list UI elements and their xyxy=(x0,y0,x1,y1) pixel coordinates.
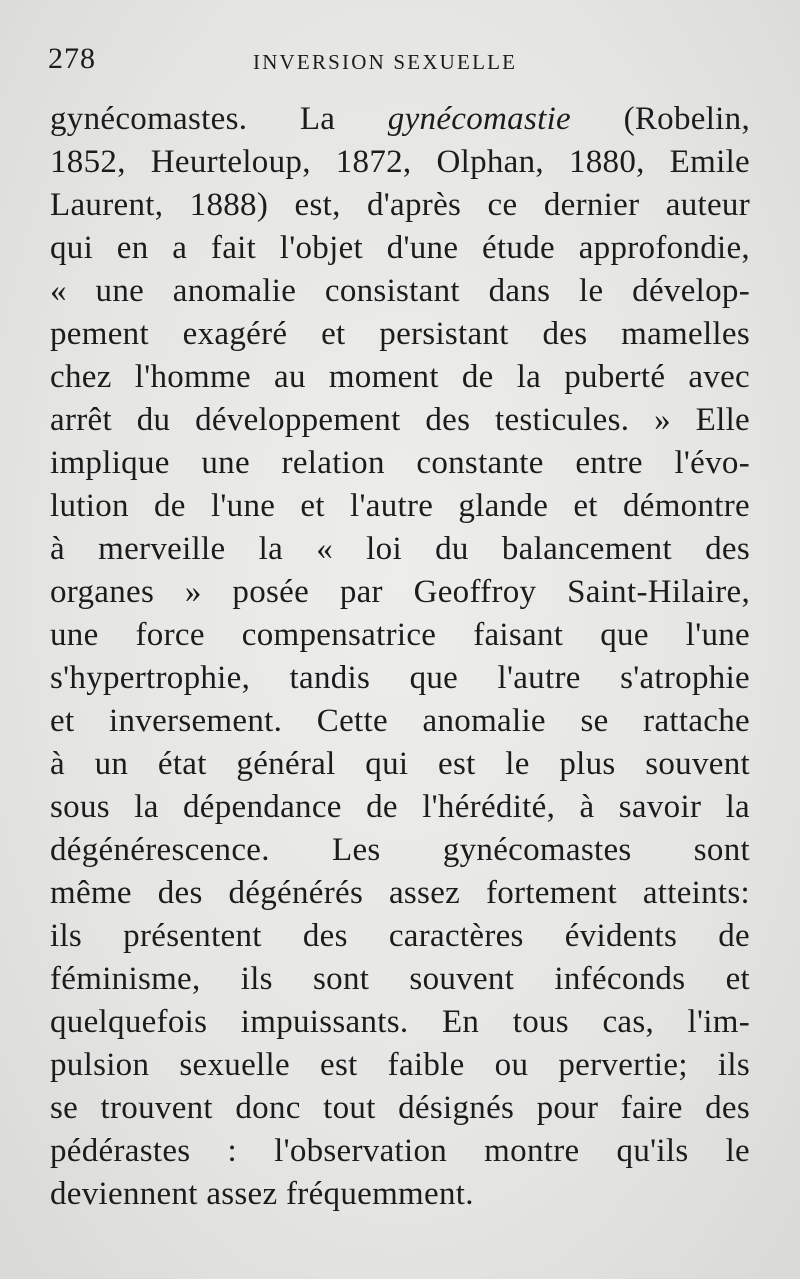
text-line: organes » posée par Geoffroy Saint-Hilaire, xyxy=(50,574,750,610)
text-line: lution de l'une et l'autre glande et démontre xyxy=(50,488,750,524)
text-line: quelquefois impuissants. En tous cas, l'im- xyxy=(50,1004,750,1040)
text-line: ils présentent des caractères évidents de xyxy=(50,918,750,954)
page-number: 278 xyxy=(48,42,96,75)
text-line: à merveille la « loi du balancement des xyxy=(50,531,750,567)
text-line: implique une relation constante entre l'évo- xyxy=(50,445,750,481)
text-line: arrêt du développement des testicules. » Elle xyxy=(50,402,750,438)
page-header xyxy=(48,40,750,80)
italic-term: gynécomastie xyxy=(387,101,571,137)
text-line: dégénérescence. Les gynécomastes sont xyxy=(50,832,750,868)
text-line xyxy=(50,98,750,141)
body-text xyxy=(50,98,750,1216)
text-line: « une anomalie consistant dans le dévelop- xyxy=(50,273,750,309)
text-line: se trouvent donc tout désignés pour faire des xyxy=(50,1090,750,1126)
text-line: sous la dépendance de l'hérédité, à savoir la xyxy=(50,789,750,825)
text-line: même des dégénérés assez fortement atteints: xyxy=(50,875,750,911)
running-title: INVERSION SEXUELLE xyxy=(253,50,518,74)
text-line: Laurent, 1888) est, d'après ce dernier auteur xyxy=(50,187,750,223)
text-line: et inversement. Cette anomalie se rattache xyxy=(50,703,750,739)
text-segment: gynécomastes. La xyxy=(50,101,388,137)
text-line: une force compensatrice faisant que l'une xyxy=(50,617,750,653)
text-line: pement exagéré et persistant des mamelles xyxy=(50,316,750,352)
text-line: deviennent assez fréquemment. xyxy=(50,1176,474,1212)
text-line: qui en a fait l'objet d'une étude approfondie, xyxy=(50,230,750,266)
text-line: chez l'homme au moment de la puberté avec xyxy=(50,359,750,395)
text-line: 1852, Heurteloup, 1872, Olphan, 1880, Emile xyxy=(50,144,750,180)
text-line: pulsion sexuelle est faible ou pervertie; ils xyxy=(50,1047,750,1083)
text-line: s'hypertrophie, tandis que l'autre s'atrophie xyxy=(50,660,750,696)
text-line: à un état général qui est le plus souvent xyxy=(50,746,750,782)
text-segment: (Robelin, xyxy=(571,101,750,137)
text-line: pédérastes : l'observation montre qu'ils le xyxy=(50,1133,750,1169)
text-line: féminisme, ils sont souvent inféconds et xyxy=(50,961,750,997)
